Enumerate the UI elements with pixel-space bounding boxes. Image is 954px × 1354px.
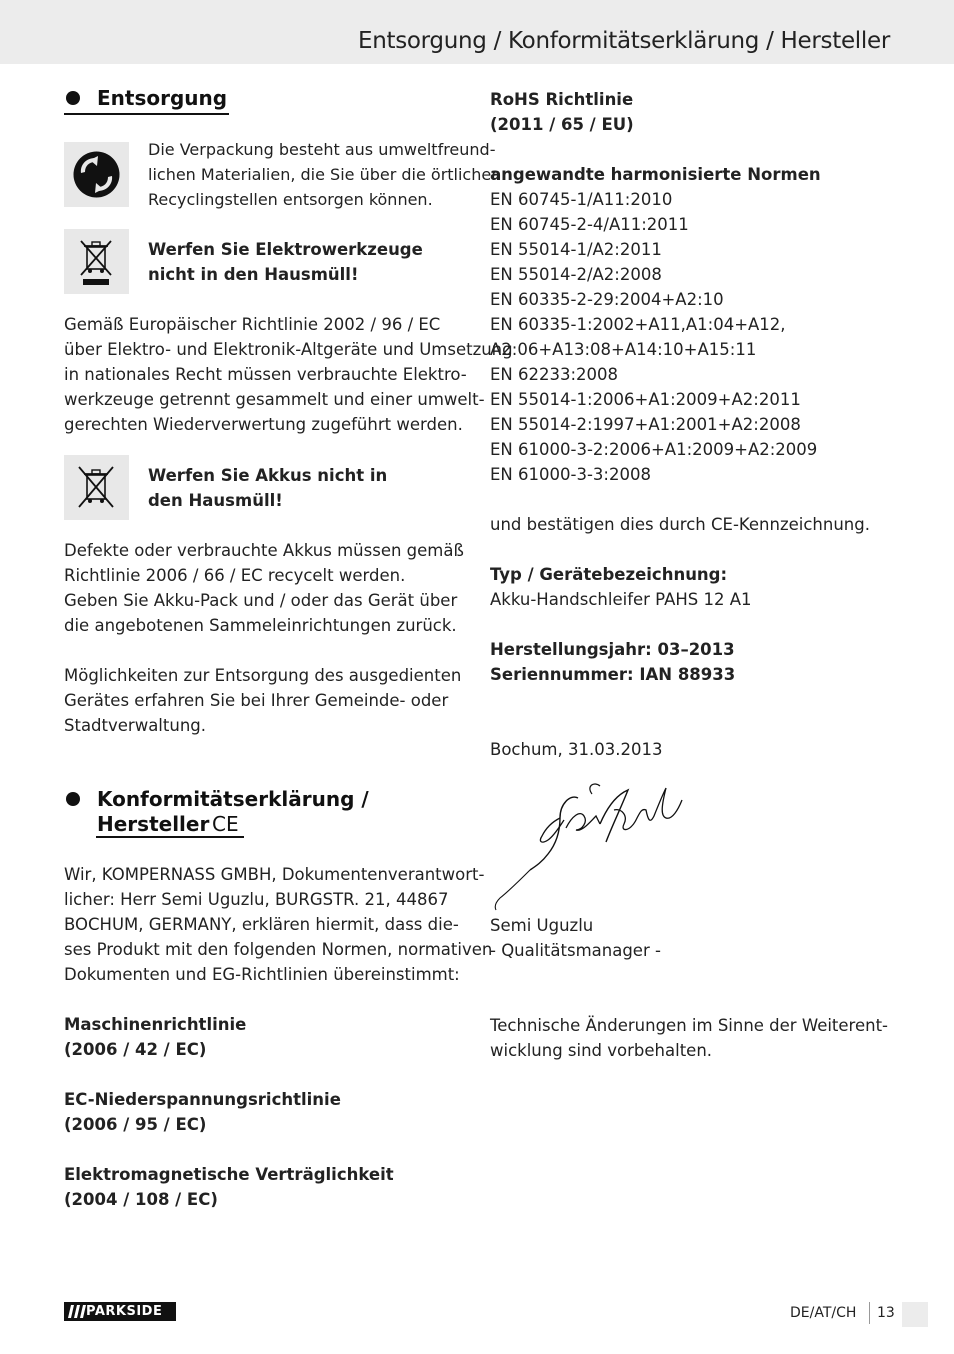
footer-tab-box xyxy=(902,1302,928,1327)
logo-brand-text: PARKSIDE xyxy=(86,1304,163,1319)
warning-batteries-line: den Hausmüll! xyxy=(148,491,283,510)
norm-item: EN 55014-2/A2:2008 xyxy=(490,265,662,284)
norm-item: EN 60335-1:2002+A11,A1:04+A12, xyxy=(490,315,786,334)
bullet-icon xyxy=(66,792,80,806)
green-dot-recycling-icon xyxy=(64,142,129,207)
logo-slashes-icon xyxy=(67,1303,87,1320)
norm-item: EN 55014-2:1997+A1:2001+A2:2008 xyxy=(490,415,801,434)
norm-item: EN 55014-1:2006+A1:2009+A2:2011 xyxy=(490,390,801,409)
footer-region: DE/AT/CH xyxy=(790,1305,857,1321)
directive-text-line: in nationales Recht müssen verbrauchte Elektro- xyxy=(64,365,467,384)
packaging-text-line: Die Verpackung besteht aus umweltfreund- xyxy=(148,140,496,159)
packaging-text-line: lichen Materialien, die Sie über die örtlichen xyxy=(148,165,502,184)
bullet-icon xyxy=(66,91,80,105)
emc-directive-number: (2004 / 108 / EC) xyxy=(64,1190,218,1209)
type-label: Typ / Gerätebezeichnung: xyxy=(490,565,728,584)
signer-role: - Qualitätsmanager - xyxy=(490,941,661,960)
heading-underline xyxy=(64,113,229,115)
place-date: Bochum, 31.03.2013 xyxy=(490,740,663,759)
battery-text-line: Defekte oder verbrauchte Akkus müssen gemäß xyxy=(64,541,464,560)
norm-item: EN 61000-3-2:2006+A1:2009+A2:2009 xyxy=(490,440,818,459)
heading-underline xyxy=(96,836,244,838)
disposal-text-line: Stadtverwaltung. xyxy=(64,716,206,735)
warning-tools-line: Werfen Sie Elektrowerkzeuge xyxy=(148,240,423,259)
ce-confirmation: und bestätigen dies durch CE-Kennzeichnung. xyxy=(490,515,870,534)
warning-tools-line: nicht in den Hausmüll! xyxy=(148,265,359,284)
norm-item: A2:06+A13:08+A14:10+A15:11 xyxy=(490,340,757,359)
machinery-directive: Maschinenrichtlinie xyxy=(64,1015,247,1034)
parkside-logo xyxy=(64,1302,176,1321)
directive-text-line: über Elektro- und Elektronik-Altgeräte und Umsetzung xyxy=(64,340,513,359)
directive-text-line: gerechten Wiederverwertung zugeführt werden. xyxy=(64,415,463,434)
disposal-text-line: Gerätes erfahren Sie bei Ihrer Gemeinde- oder xyxy=(64,691,449,710)
manufacture-year: Herstellungsjahr: 03–2013 xyxy=(490,640,735,659)
technical-changes-line: wicklung sind vorbehalten. xyxy=(490,1041,713,1060)
signature-image xyxy=(490,770,700,915)
machinery-directive-number: (2006 / 42 / EC) xyxy=(64,1040,207,1059)
directive-text-line: werkzeuge getrennt gesammelt und einer umwelt- xyxy=(64,390,485,409)
serial-number: Seriennummer: IAN 88933 xyxy=(490,665,736,684)
emc-directive: Elektromagnetische Verträglichkeit xyxy=(64,1165,394,1184)
crossed-bin-icon xyxy=(64,229,129,294)
low-voltage-directive-number: (2006 / 95 / EC) xyxy=(64,1115,207,1134)
disposal-text-line: Möglichkeiten zur Entsorgung des ausgedienten xyxy=(64,666,462,685)
battery-text-line: die angebotenen Sammeleinrichtungen zurück. xyxy=(64,616,457,635)
norm-item: EN 55014-1/A2:2011 xyxy=(490,240,662,259)
directive-text-line: Gemäß Europäischer Richtlinie 2002 / 96 / EC xyxy=(64,315,441,334)
norm-item: EN 60335-2-29:2004+A2:10 xyxy=(490,290,724,309)
rohs-directive: RoHS Richtlinie xyxy=(490,90,634,109)
crossed-bin-battery-icon xyxy=(64,455,129,520)
technical-changes-line: Technische Änderungen im Sinne der Weiterent- xyxy=(490,1016,888,1035)
norm-item: EN 62233:2008 xyxy=(490,365,619,384)
norm-item: EN 60745-2-4/A11:2011 xyxy=(490,215,689,234)
battery-text-line: Richtlinie 2006 / 66 / EC recycelt werden. xyxy=(64,566,406,585)
norms-heading: angewandte harmonisierte Normen xyxy=(490,165,821,184)
rohs-directive-number: (2011 / 65 / EU) xyxy=(490,115,634,134)
battery-text-line: Geben Sie Akku-Pack und / oder das Gerät über xyxy=(64,591,458,610)
norm-item: EN 61000-3-3:2008 xyxy=(490,465,651,484)
warning-batteries-line: Werfen Sie Akkus nicht in xyxy=(148,466,388,485)
signer-name: Semi Uguzlu xyxy=(490,916,594,935)
ce-mark: CE xyxy=(212,812,239,836)
footer-divider xyxy=(869,1302,870,1324)
page-header-title: Entsorgung / Konformitätserklärung / Hersteller xyxy=(357,28,890,54)
low-voltage-directive: EC-Niederspannungsrichtlinie xyxy=(64,1090,341,1109)
declaration-text-line: licher: Herr Semi Uguzlu, BURGSTR. 21, 44867 xyxy=(64,890,449,909)
page-number: 13 xyxy=(877,1305,895,1321)
declaration-text-line: BOCHUM, GERMANY, erklären hiermit, dass die- xyxy=(64,915,459,934)
declaration-text-line: Dokumenten und EG-Richtlinien übereinstimmt: xyxy=(64,965,460,984)
packaging-text-line: Recyclingstellen entsorgen können. xyxy=(148,190,433,209)
declaration-text-line: Wir, KOMPERNASS GMBH, Dokumentenverantwort- xyxy=(64,865,485,884)
type-value: Akku-Handschleifer PAHS 12 A1 xyxy=(490,590,752,609)
norm-item: EN 60745-1/A11:2010 xyxy=(490,190,673,209)
declaration-text-line: ses Produkt mit den folgenden Normen, normativen xyxy=(64,940,493,959)
